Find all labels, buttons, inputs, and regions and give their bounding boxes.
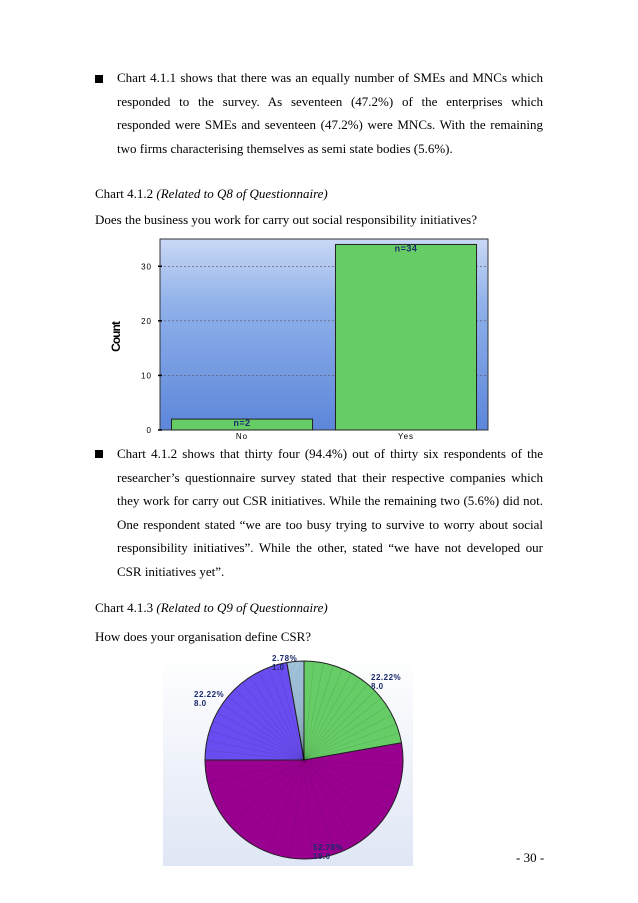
pie-value-label: 8.0: [371, 682, 384, 691]
bar-x-tick-labels: [236, 432, 414, 441]
pie-value-label: 19.0: [313, 852, 331, 861]
chart-caption-4-1-2: [95, 186, 328, 202]
bar-yes: [335, 244, 476, 430]
chart-caption-note: (Related to Q8 of Questionnaire): [156, 186, 328, 201]
paragraph-chart-4-1-2: Chart 4.1.2 shows that thirty four (94.4%) out of thirty six respondents of the researcher’s questionnaire survey stated that their respective companies which they work for carry out CSR initiatives. While the remaining two (5.6%) did not. One respondent stated “we are too busy trying to survive to worry about social responsibility initiatives”. While the other, stated “we have not developed our CSR initiatives yet”.: [117, 446, 543, 579]
chart-caption-note: (Related to Q9 of Questionnaire): [156, 600, 328, 615]
y-tick-label: 10: [141, 371, 152, 381]
chart-caption-label: Chart 4.1.2: [95, 186, 154, 201]
y-tick-label: 20: [141, 316, 152, 326]
chart-question-q8: Does the business you work for carry out social responsibility initiatives?: [95, 212, 477, 227]
pie-percent-label: 22.22%: [194, 690, 225, 699]
bar-chart: [100, 232, 500, 447]
bullet-marker-2: [95, 450, 103, 458]
pie-value-label: 8.0: [194, 699, 207, 708]
pie-percent-label: 2.78%: [272, 654, 298, 663]
chart-caption-4-1-3: [95, 600, 328, 616]
y-axis-label: Count: [109, 322, 123, 352]
paragraph-chart-4-1-1: Chart 4.1.1 shows that there was an equally number of SMEs and MNCs which responded to the survey. As seventeen (47.2%) of the enterprises which responded were SMEs and seventeen (47.2%) were MNCs. With the remaining two firms characterising themselves as semi state bodies (5.6%).: [117, 70, 543, 157]
pie-percent-label: 52.78%: [313, 843, 344, 852]
y-tick-label: 30: [141, 262, 152, 272]
pie-value-label: 1.0: [272, 663, 285, 672]
bar-y-tick-labels: [141, 262, 162, 435]
bar-data-label: n=34: [394, 243, 418, 254]
page-number: - 30 -: [516, 850, 545, 865]
bullet-marker-1: [95, 75, 103, 83]
chart-question-q9: How does your organisation define CSR?: [95, 629, 312, 644]
pie-percent-label: 22.22%: [371, 673, 402, 682]
y-tick-label: 0: [146, 426, 152, 435]
pie-chart: [163, 653, 413, 866]
x-tick-label: Yes: [397, 432, 415, 441]
bar-data-label: n=2: [233, 418, 251, 429]
chart-caption-label: Chart 4.1.3: [95, 600, 154, 615]
x-tick-label: No: [235, 432, 249, 441]
